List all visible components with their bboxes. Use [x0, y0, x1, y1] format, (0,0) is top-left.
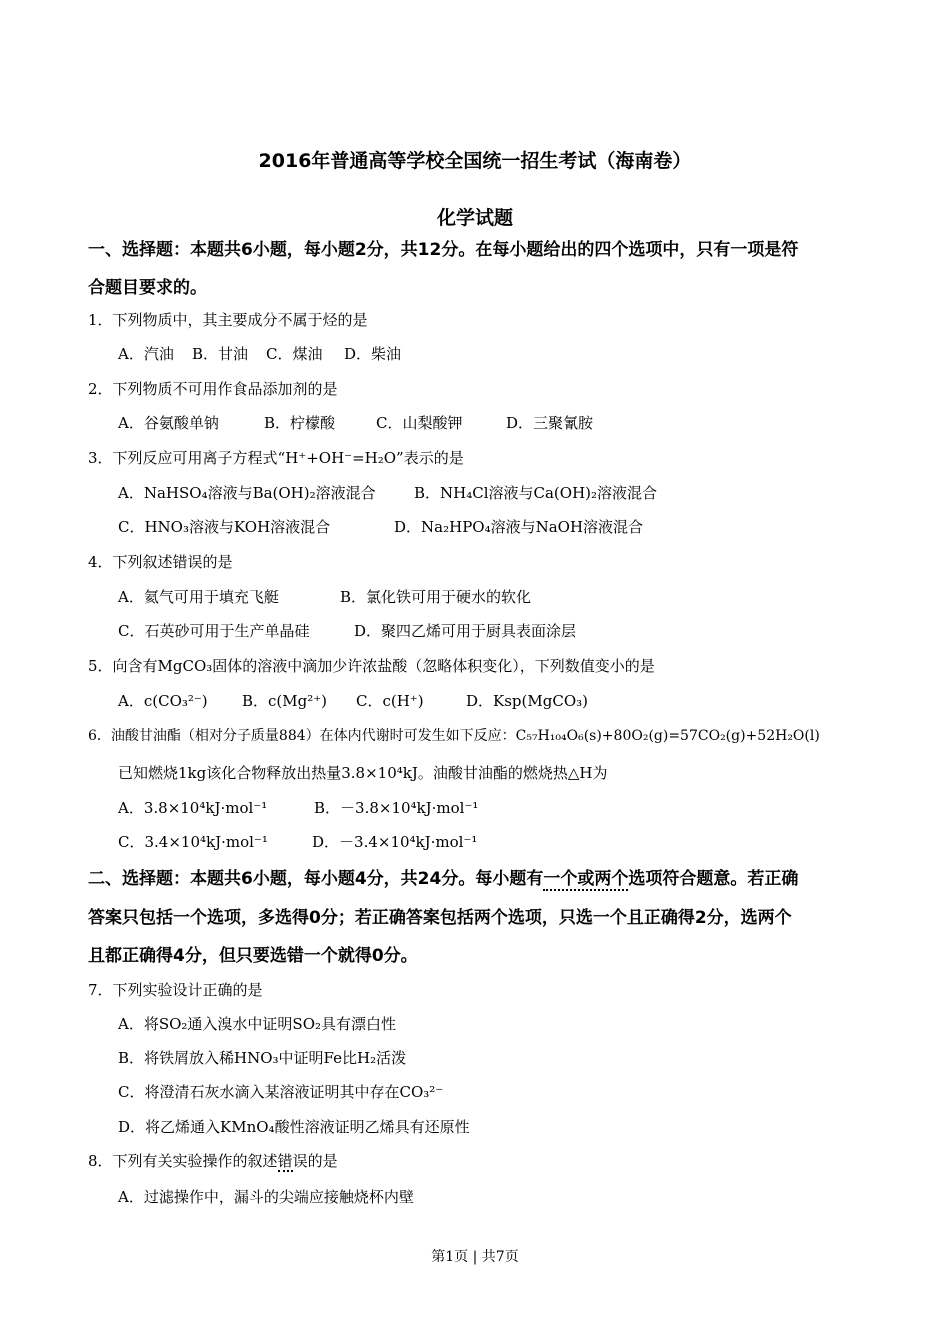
- q4-options-row1: [118, 586, 531, 607]
- q5-options: [118, 690, 588, 711]
- q8-stem-part-a: 8．下列有关实验操作的叙述: [88, 1152, 278, 1170]
- section2-heading-line3: 且都正确得4分，但只要选错一个就得0分。: [88, 946, 418, 966]
- q6-option-b: B．－3.8×10⁴kJ·mol⁻¹: [314, 799, 479, 817]
- q7-option-b: B．将铁屑放入稀HNO₃中证明Fe比H₂活泼: [118, 1049, 407, 1067]
- q5-option-c: C．c(H⁺): [356, 692, 424, 710]
- q8-stem-part-c: 误的是: [292, 1152, 338, 1170]
- q5-option-b: B．c(Mg²⁺): [242, 692, 328, 710]
- q6-options-row2: [118, 831, 477, 852]
- q8-stem: [88, 1150, 338, 1171]
- section2-heading-part-c: 选项符合题意。若正确: [628, 869, 799, 889]
- q1-option-c: C．煤油: [266, 345, 323, 363]
- q6-option-a: A．3.8×10⁴kJ·mol⁻¹: [118, 799, 268, 817]
- q2-option-d: D．三聚氰胺: [506, 414, 594, 432]
- q2-option-a: A．谷氨酸单钠: [118, 414, 219, 432]
- section2-heading-line2: 答案只包括一个选项，多选得0分；若正确答案包括两个选项，只选一个且正确得2分，选两个: [88, 908, 792, 928]
- exam-title: 2016年普通高等学校全国统一招生考试（海南卷）: [258, 150, 692, 172]
- q6-stem-line2: 已知燃烧1kg该化合物释放出热量3.8×10⁴kJ。油酸甘油酯的燃烧热△H为: [118, 764, 608, 782]
- q7-option-a: A．将SO₂通入溴水中证明SO₂具有漂白性: [118, 1015, 397, 1033]
- q6-option-c: C．3.4×10⁴kJ·mol⁻¹: [118, 833, 268, 851]
- q5-option-a: A．c(CO₃²⁻): [118, 692, 208, 710]
- q1-option-d: D．柴油: [344, 345, 402, 363]
- q1-options: [118, 343, 401, 364]
- q2-option-c: C．山梨酸钾: [376, 414, 463, 432]
- q8-emphasis: 错: [277, 1152, 293, 1170]
- q1-stem: 1．下列物质中，其主要成分不属于烃的是: [88, 311, 368, 329]
- section1-heading-line2: 合题目要求的。: [88, 278, 207, 298]
- q2-stem: 2．下列物质不可用作食品添加剂的是: [88, 380, 338, 398]
- q3-options-row2: [118, 516, 643, 537]
- q7-stem: 7．下列实验设计正确的是: [88, 981, 263, 999]
- q5-stem: 5．向含有MgCO₃固体的溶液中滴加少许浓盐酸（忽略体积变化），下列数值变小的是: [88, 657, 655, 675]
- q5-option-d: D．Ksp(MgCO₃): [466, 692, 588, 710]
- q2-option-b: B．柠檬酸: [264, 414, 336, 432]
- q2-options: [118, 412, 593, 433]
- q3-option-a: A．NaHSO₄溶液与Ba(OH)₂溶液混合: [118, 484, 376, 502]
- q3-options-row1: [118, 482, 657, 503]
- section2-emphasis: 一个或两个: [543, 869, 629, 889]
- q4-option-d: D．聚四乙烯可用于厨具表面涂层: [354, 622, 577, 640]
- q1-option-a: A．汽油: [118, 345, 174, 363]
- q4-option-b: B．氯化铁可用于硬水的软化: [340, 588, 532, 606]
- exam-subtitle: 化学试题: [436, 207, 513, 229]
- q3-option-b: B．NH₄Cl溶液与Ca(OH)₂溶液混合: [414, 484, 658, 502]
- q7-option-c: C．将澄清石灰水滴入某溶液证明其中存在CO₃²⁻: [118, 1083, 444, 1101]
- q3-stem: 3．下列反应可用离子方程式“H⁺+OH⁻=H₂O”表示的是: [88, 449, 464, 467]
- q4-stem: 4．下列叙述错误的是: [88, 553, 233, 571]
- q7-option-d: D．将乙烯通入KMnO₄酸性溶液证明乙烯具有还原性: [118, 1118, 470, 1136]
- q6-option-d: D．－3.4×10⁴kJ·mol⁻¹: [312, 833, 478, 851]
- q3-option-c: C．HNO₃溶液与KOH溶液混合: [118, 518, 331, 536]
- q8-option-a: A．过滤操作中，漏斗的尖端应接触烧杯内壁: [118, 1188, 414, 1206]
- q4-option-a: A．氦气可用于填充飞艇: [118, 588, 279, 606]
- section1-heading-line1: 一、选择题：本题共6小题，每小题2分，共12分。在每小题给出的四个选项中，只有一项是符: [88, 240, 799, 260]
- section2-heading-line1: [88, 864, 798, 889]
- q6-stem: 6．油酸甘油酯（相对分子质量884）在体内代谢时可发生如下反应：C₅₇H₁₀₄O₆(s)+80O₂(g)=57CO₂(g)+52H₂O(l): [88, 728, 820, 744]
- q4-option-c: C．石英砂可用于生产单晶硅: [118, 622, 310, 640]
- q3-option-d: D．Na₂HPO₄溶液与NaOH溶液混合: [394, 518, 644, 536]
- q1-option-b: B．甘油: [192, 345, 249, 363]
- page-footer: 第1页 | 共7页: [431, 1249, 519, 1265]
- q4-options-row2: [118, 620, 576, 641]
- section2-heading-part-a: 二、选择题：本题共6小题，每小题4分，共24分。每小题有: [88, 869, 544, 889]
- q6-options-row1: [118, 797, 478, 818]
